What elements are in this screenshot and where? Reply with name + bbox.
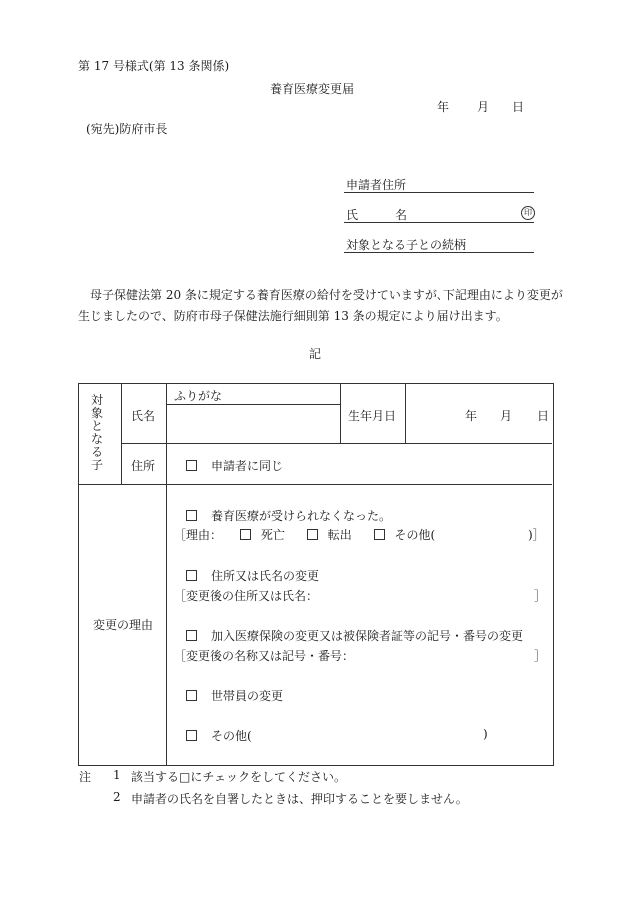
reason-3-close: ］ (534, 649, 547, 663)
reason-3-detail: ［変更後の名称又は記号・番号： (174, 649, 355, 663)
date-year-label: 年 (437, 100, 450, 114)
checkbox-icon[interactable] (186, 510, 197, 521)
table-divider (121, 383, 122, 484)
date-month-label: 月 (477, 100, 490, 114)
checkbox-icon[interactable] (374, 529, 385, 540)
child-address-label: 住所 (131, 459, 156, 473)
note-2-number: 2 (113, 790, 121, 804)
checkbox-icon[interactable] (186, 460, 197, 471)
seal-mark: 印 (521, 206, 535, 220)
note-1-number: 1 (113, 768, 121, 782)
reason-4-option[interactable] (186, 687, 283, 704)
reason-1-text: 養育医療が受けられなくなった。 (211, 509, 392, 523)
reason-2-close: ］ (534, 589, 547, 603)
form-title: 養育医療変更届 (270, 82, 355, 96)
form-number: 第 17 号様式(第 13 条関係) (78, 59, 230, 73)
table-divider (340, 383, 341, 443)
relation-label: 対象となる子との続柄 (346, 238, 467, 252)
checkbox-icon[interactable] (186, 630, 197, 641)
applicant-address-label: 申請者住所 (346, 178, 407, 192)
reason-1-option[interactable] (186, 507, 391, 524)
applicant-name-label-1: 氏 (346, 208, 359, 222)
table-divider (166, 383, 167, 765)
table-divider (405, 383, 406, 443)
child-name-field[interactable] (170, 405, 336, 441)
relation-line[interactable] (344, 252, 534, 253)
checkbox-icon[interactable] (307, 529, 318, 540)
reason-1-close: )］ (528, 528, 545, 542)
death-text: 死亡 (260, 528, 285, 542)
reason-5-close: ) (483, 727, 488, 741)
birth-year-label: 年 (465, 409, 478, 423)
child-name-label: 氏名 (131, 409, 156, 423)
notes-label: 注 (79, 770, 92, 784)
addressee: (宛先)防府市長 (86, 122, 168, 136)
reason-2-text: 住所又は氏名の変更 (211, 569, 320, 583)
table-divider (78, 484, 552, 485)
birth-day-label: 日 (537, 409, 550, 423)
checkbox-icon[interactable] (186, 570, 197, 581)
reason-3-text: 加入医療保険の変更又は被保険者証等の記号・番号の変更 (211, 629, 524, 643)
applicant-name-line[interactable] (344, 222, 534, 223)
note-2: 申請者の氏名を自署したときは、押印することを要しません。 (131, 792, 468, 806)
reason-label: 変更の理由 (93, 618, 154, 632)
birth-month-label: 月 (500, 409, 513, 423)
furigana-label: ふりがな (174, 389, 223, 403)
note-1: 該当する□にチェックをしてください。 (131, 770, 346, 784)
reason-1-detail: ［理由： 死亡 転出 その他( (174, 528, 436, 542)
reason-4-text: 世帯員の変更 (211, 689, 284, 703)
ki-label: 記 (309, 347, 322, 361)
reason-5-text: その他( (211, 729, 252, 743)
move-out-text: 転出 (327, 528, 352, 542)
birthdate-label: 生年月日 (348, 409, 397, 423)
checkbox-icon[interactable] (240, 529, 251, 540)
other-text: その他( (394, 528, 436, 542)
body-text-line2: 生じましたので、防府市母子保健法施行細則第 13 条の規定により届け出ます。 (78, 309, 508, 323)
body-text-line1: 母子保健法第 20 条に規定する養育医療の給付を受けていますが､下記理由により変更が (90, 288, 563, 302)
same-as-applicant-option[interactable] (186, 457, 283, 474)
applicant-name-label-2: 名 (395, 208, 408, 222)
reason-2-option[interactable] (186, 567, 319, 584)
same-as-applicant-text: 申請者に同じ (211, 459, 284, 473)
checkbox-icon[interactable] (186, 730, 197, 741)
target-child-label: 対象となる子 (90, 393, 103, 472)
reason-5-option[interactable] (186, 727, 252, 744)
reason-2-detail: ［変更後の住所又は氏名： (174, 589, 319, 603)
table-divider (121, 443, 552, 444)
date-day-label: 日 (512, 100, 525, 114)
applicant-address-line[interactable] (344, 192, 534, 193)
checkbox-icon[interactable] (186, 690, 197, 701)
reason-3-option[interactable] (186, 627, 523, 644)
